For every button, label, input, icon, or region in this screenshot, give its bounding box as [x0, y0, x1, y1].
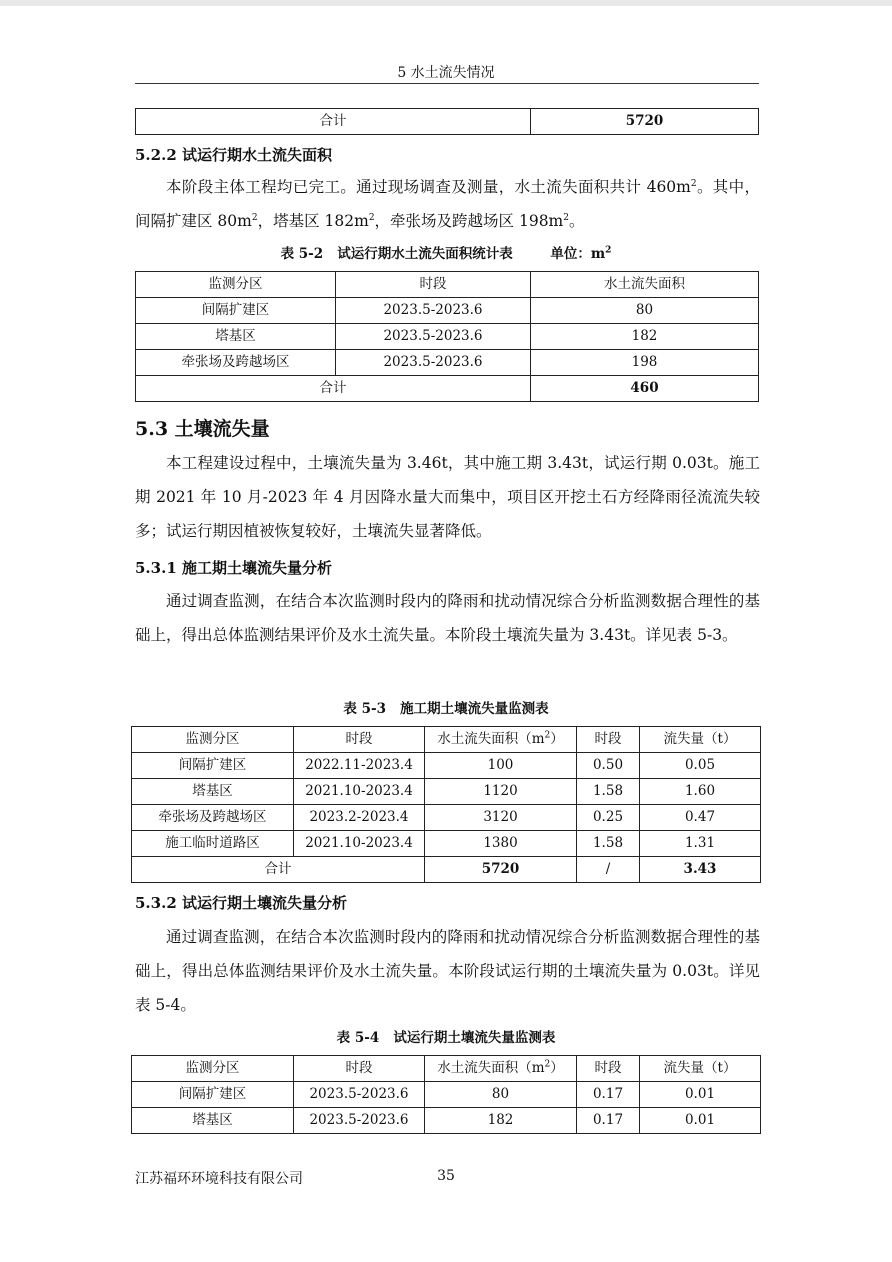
cell: 3.43: [640, 857, 761, 883]
cell: 3120: [425, 805, 577, 831]
table-total-row: [132, 857, 761, 883]
table-row: [132, 753, 761, 779]
cell: 塔基区: [132, 779, 294, 805]
cell: 0.50: [577, 753, 640, 779]
table-row: [132, 1108, 761, 1134]
cell: 2023.5-2023.6: [294, 1108, 425, 1134]
cell: 2021.10-2023.4: [294, 831, 425, 857]
page-number: 35: [437, 1168, 455, 1184]
cell: 80: [425, 1082, 577, 1108]
column-header: 监测分区: [132, 727, 294, 753]
column-header: 时段: [336, 272, 531, 298]
table-row: [132, 831, 761, 857]
cell: /: [577, 857, 640, 883]
cell: 182: [425, 1108, 577, 1134]
section-5-3-1-text: 通过调查监测，在结合本次监测时段内的降雨和扰动情况综合分析监测数据合理性的基础上，得出总体监测结果评价及水土流失量。本阶段土壤流失量为 3.43t。详见表 5-3。: [135, 592, 760, 644]
cell: 施工临时道路区: [132, 831, 294, 857]
table-5-2-caption: 表 5-2 试运行期水土流失面积统计表 单位：$m^2$: [280, 245, 612, 262]
column-header: 监测分区: [136, 272, 336, 298]
column-header: 水土流失面积$(m^2)$: [425, 1056, 577, 1082]
header-rule: [135, 83, 759, 84]
running-header: 5 水土流失情况: [397, 65, 495, 81]
cell: 198: [531, 350, 759, 376]
section-5-3-2-heading: 5.3.2 试运行期土壤流失量分析: [135, 894, 347, 912]
table-header-row: [132, 727, 761, 753]
cell: 1.60: [640, 779, 761, 805]
table-5-3: [131, 726, 761, 883]
column-header: 监测分区: [132, 1056, 294, 1082]
column-header: 水土流失面积$(m^2)$: [425, 727, 577, 753]
scan-edge: [0, 0, 892, 6]
cell: 0.05: [640, 753, 761, 779]
cell: 2023.5-2023.6: [336, 298, 531, 324]
total-label: 合计: [136, 109, 531, 135]
cell: 0.17: [577, 1108, 640, 1134]
cell: 0.17: [577, 1082, 640, 1108]
cell: 80: [531, 298, 759, 324]
cell: 2022.11-2023.4: [294, 753, 425, 779]
cell: 牵张场及跨越场区: [136, 350, 336, 376]
column-header: 水土流失面积: [531, 272, 759, 298]
column-header: 时段: [577, 727, 640, 753]
section-5-2-2-heading: 5.2.2 试运行期水土流失面积: [135, 146, 332, 164]
column-header: 时段: [294, 1056, 425, 1082]
column-header: 流失量（t）: [640, 727, 761, 753]
cell: 460: [531, 376, 759, 402]
cell: 1.58: [577, 831, 640, 857]
table-5-1-total: [135, 108, 759, 135]
cell: 0.47: [640, 805, 761, 831]
cell: 合计: [136, 376, 531, 402]
section-5-3-text: 本工程建设过程中，土壤流失量为 3.46t，其中施工期 3.43t，试运行期 0.03t。施工期 2021 年 10 月-2023 年 4 月因降水量大而集中，项目区开挖土石方经降雨径流流失较多；试运行期因植被恢复较好，土壤流失显著降低。: [135, 454, 760, 540]
cell: 牵张场及跨越场区: [132, 805, 294, 831]
cell: 0.25: [577, 805, 640, 831]
section-5-2-2-text: 本阶段主体工程均已完工。通过现场调查及测量，水土流失面积共计 $460m^2$。其中，间隔扩建区 $80m^2$，塔基区 $182m^2$，牵张场及跨越场区 $198m^2$。: [135, 178, 760, 230]
cell: 0.01: [640, 1108, 761, 1134]
cell: 1120: [425, 779, 577, 805]
table-row: [136, 350, 759, 376]
footer-company: 江苏福环环境科技有限公司: [135, 1171, 303, 1187]
cell: 5720: [425, 857, 577, 883]
column-header: 流失量（t）: [640, 1056, 761, 1082]
table-row: [132, 1082, 761, 1108]
table-5-3-caption: 表 5-3 施工期土壤流失量监测表: [343, 701, 549, 717]
table-row: [132, 779, 761, 805]
table-5-2: [135, 271, 759, 402]
section-5-3-heading: 5.3 土壤流失量: [135, 418, 270, 440]
table-row: [136, 298, 759, 324]
table-5-4-caption: 表 5-4 试运行期土壤流失量监测表: [336, 1030, 556, 1046]
table-5-4: [131, 1055, 761, 1134]
cell: 2023.5-2023.6: [336, 350, 531, 376]
table-row: [132, 805, 761, 831]
cell: 塔基区: [136, 324, 336, 350]
table-row: [136, 324, 759, 350]
column-header: 时段: [577, 1056, 640, 1082]
total-value: 5720: [531, 109, 759, 135]
cell: 间隔扩建区: [132, 753, 294, 779]
cell: 间隔扩建区: [132, 1082, 294, 1108]
cell: 1380: [425, 831, 577, 857]
section-5-3-2-text: 通过调查监测，在结合本次监测时段内的降雨和扰动情况综合分析监测数据合理性的基础上，得出总体监测结果评价及水土流失量。本阶段试运行期的土壤流失量为 0.03t。详见表 5-4。: [135, 928, 760, 1014]
cell: 1.31: [640, 831, 761, 857]
column-header: 时段: [294, 727, 425, 753]
cell: 2023.5-2023.6: [336, 324, 531, 350]
cell: 182: [531, 324, 759, 350]
cell: 2023.2-2023.4: [294, 805, 425, 831]
table-header-row: [132, 1056, 761, 1082]
cell: 间隔扩建区: [136, 298, 336, 324]
table-total-row: [136, 376, 759, 402]
cell: 2021.10-2023.4: [294, 779, 425, 805]
cell: 100: [425, 753, 577, 779]
cell: 塔基区: [132, 1108, 294, 1134]
cell: 0.01: [640, 1082, 761, 1108]
cell: 合计: [132, 857, 425, 883]
cell: 2023.5-2023.6: [294, 1082, 425, 1108]
table-header-row: [136, 272, 759, 298]
cell: 1.58: [577, 779, 640, 805]
section-5-3-1-heading: 5.3.1 施工期土壤流失量分析: [135, 559, 332, 577]
